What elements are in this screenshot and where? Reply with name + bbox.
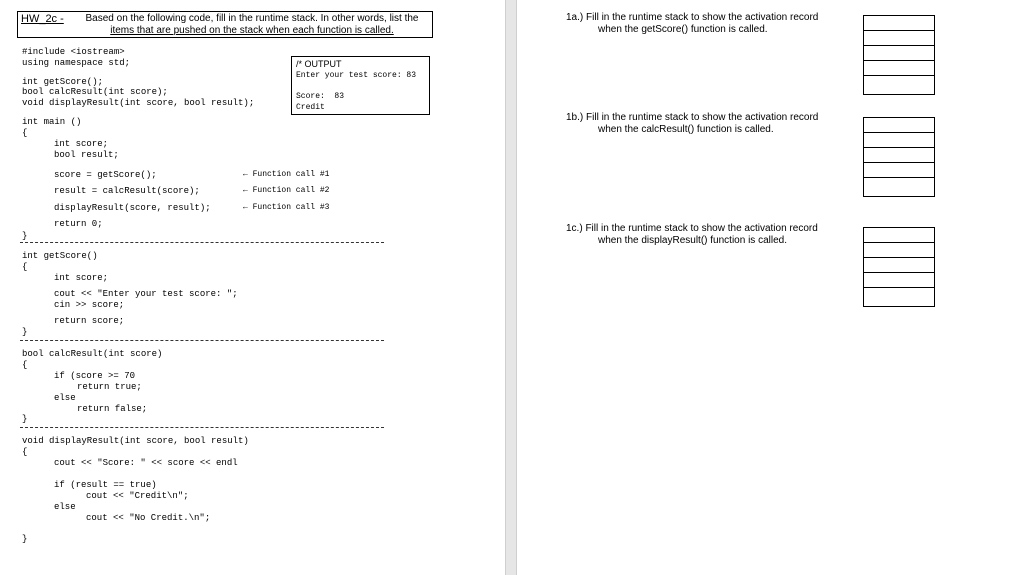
code-brace: }	[22, 414, 28, 424]
code-calcresult-return-true: return true;	[77, 382, 142, 392]
stack-slot[interactable]	[864, 163, 934, 178]
question-1c-text-line1: Fill in the runtime stack to show the activation record	[585, 223, 818, 234]
code-brace: {	[22, 360, 28, 370]
runtime-stack-1c	[863, 227, 935, 307]
code-displayresult-cout-credit: cout << "Credit\n";	[86, 491, 189, 501]
stack-slot[interactable]	[864, 16, 934, 31]
code-calcresult-return-false: return false;	[77, 404, 148, 414]
question-1b	[566, 112, 818, 136]
hw-instructions	[76, 13, 428, 37]
stack-slot[interactable]	[864, 133, 934, 148]
page-gutter	[505, 0, 517, 575]
code-getscore-signature: int getScore()	[22, 251, 98, 261]
code-getscore-return: return score;	[54, 316, 125, 326]
section-divider	[20, 242, 384, 243]
output-line-credit: Credit	[296, 103, 325, 112]
question-1b-text-line1: Fill in the runtime stack to show the activation record	[586, 112, 819, 123]
output-line-score: Score: 83	[296, 92, 345, 101]
runtime-stack-1a	[863, 15, 935, 95]
code-displayresult-else: else	[54, 502, 76, 512]
right-page	[517, 0, 1024, 575]
question-1b-text-line2: when the calcResult() function is called.	[598, 124, 774, 135]
question-1a-text-line2: when the getScore() function is called.	[598, 24, 768, 35]
question-1b-number: 1b.)	[566, 112, 584, 123]
question-1a	[566, 12, 818, 36]
code-displayresult-if: if (result == true)	[54, 480, 157, 490]
code-brace: }	[22, 534, 28, 544]
code-main-decl-score: int score;	[54, 139, 109, 149]
code-main-signature: int main ()	[22, 117, 82, 127]
code-getscore-decl: int score;	[54, 273, 109, 283]
annotation-function-call-3: ← Function call #3	[243, 203, 330, 212]
code-brace: }	[22, 327, 28, 337]
code-brace: {	[22, 262, 28, 272]
annotation-function-call-2: ← Function call #2	[243, 186, 330, 195]
stack-slot[interactable]	[864, 46, 934, 61]
hw-instructions-line2: items that are pushed on the stack when each function is called.	[110, 25, 394, 36]
code-displayresult-cout-nocredit: cout << "No Credit.\n";	[86, 513, 211, 523]
stack-slot[interactable]	[864, 258, 934, 273]
stack-slot[interactable]	[864, 148, 934, 163]
stack-slot[interactable]	[864, 118, 934, 133]
code-brace: {	[22, 128, 28, 138]
section-divider	[20, 340, 384, 341]
code-calcresult-if: if (score >= 70	[54, 371, 136, 381]
code-include: #include <iostream>	[22, 47, 125, 57]
left-page	[0, 0, 505, 575]
stack-slot[interactable]	[864, 273, 934, 288]
code-call-getscore: score = getScore();	[54, 170, 157, 180]
code-calcresult-signature: bool calcResult(int score)	[22, 349, 163, 359]
question-1a-text-line1: Fill in the runtime stack to show the activation record	[586, 12, 819, 23]
stack-slot[interactable]	[864, 228, 934, 243]
stack-slot[interactable]	[864, 76, 934, 91]
question-1c	[566, 223, 818, 247]
code-main-decl-result: bool result;	[54, 150, 119, 160]
hw-instructions-line1: Based on the following code, fill in the runtime stack. In other words, list the	[85, 13, 419, 24]
question-1c-number: 1c.)	[566, 223, 583, 234]
stack-slot[interactable]	[864, 288, 934, 303]
code-calcresult-else: else	[54, 393, 76, 403]
code-proto-displayresult: void displayResult(int score, bool result);	[22, 98, 255, 108]
output-box	[291, 56, 430, 115]
code-return-zero: return 0;	[54, 219, 103, 229]
stack-slot[interactable]	[864, 31, 934, 46]
output-title: /* OUTPUT	[296, 59, 342, 69]
output-line-enter-score: Enter your test score: 83	[296, 71, 417, 80]
code-brace: {	[22, 447, 28, 457]
code-proto-getscore: int getScore();	[22, 77, 104, 87]
code-getscore-cout: cout << "Enter your test score: ";	[54, 289, 238, 299]
question-1c-text-line2: when the displayResult() function is called.	[598, 235, 787, 246]
assignment-header	[17, 11, 433, 38]
code-proto-calcresult: bool calcResult(int score);	[22, 87, 168, 97]
annotation-function-call-1: ← Function call #1	[243, 170, 330, 179]
code-call-calcresult: result = calcResult(score);	[54, 186, 200, 196]
code-displayresult-cout-score: cout << "Score: " << score << endl	[54, 458, 238, 468]
code-call-displayresult: displayResult(score, result);	[54, 203, 211, 213]
stack-slot[interactable]	[864, 243, 934, 258]
code-brace: }	[22, 231, 28, 241]
hw-label: HW_2c -	[21, 13, 64, 25]
code-getscore-cin: cin >> score;	[54, 300, 125, 310]
code-displayresult-signature: void displayResult(int score, bool result)	[22, 436, 249, 446]
stack-slot[interactable]	[864, 61, 934, 76]
section-divider	[20, 427, 384, 428]
stack-slot[interactable]	[864, 178, 934, 193]
code-using: using namespace std;	[22, 58, 131, 68]
question-1a-number: 1a.)	[566, 12, 584, 23]
runtime-stack-1b	[863, 117, 935, 197]
